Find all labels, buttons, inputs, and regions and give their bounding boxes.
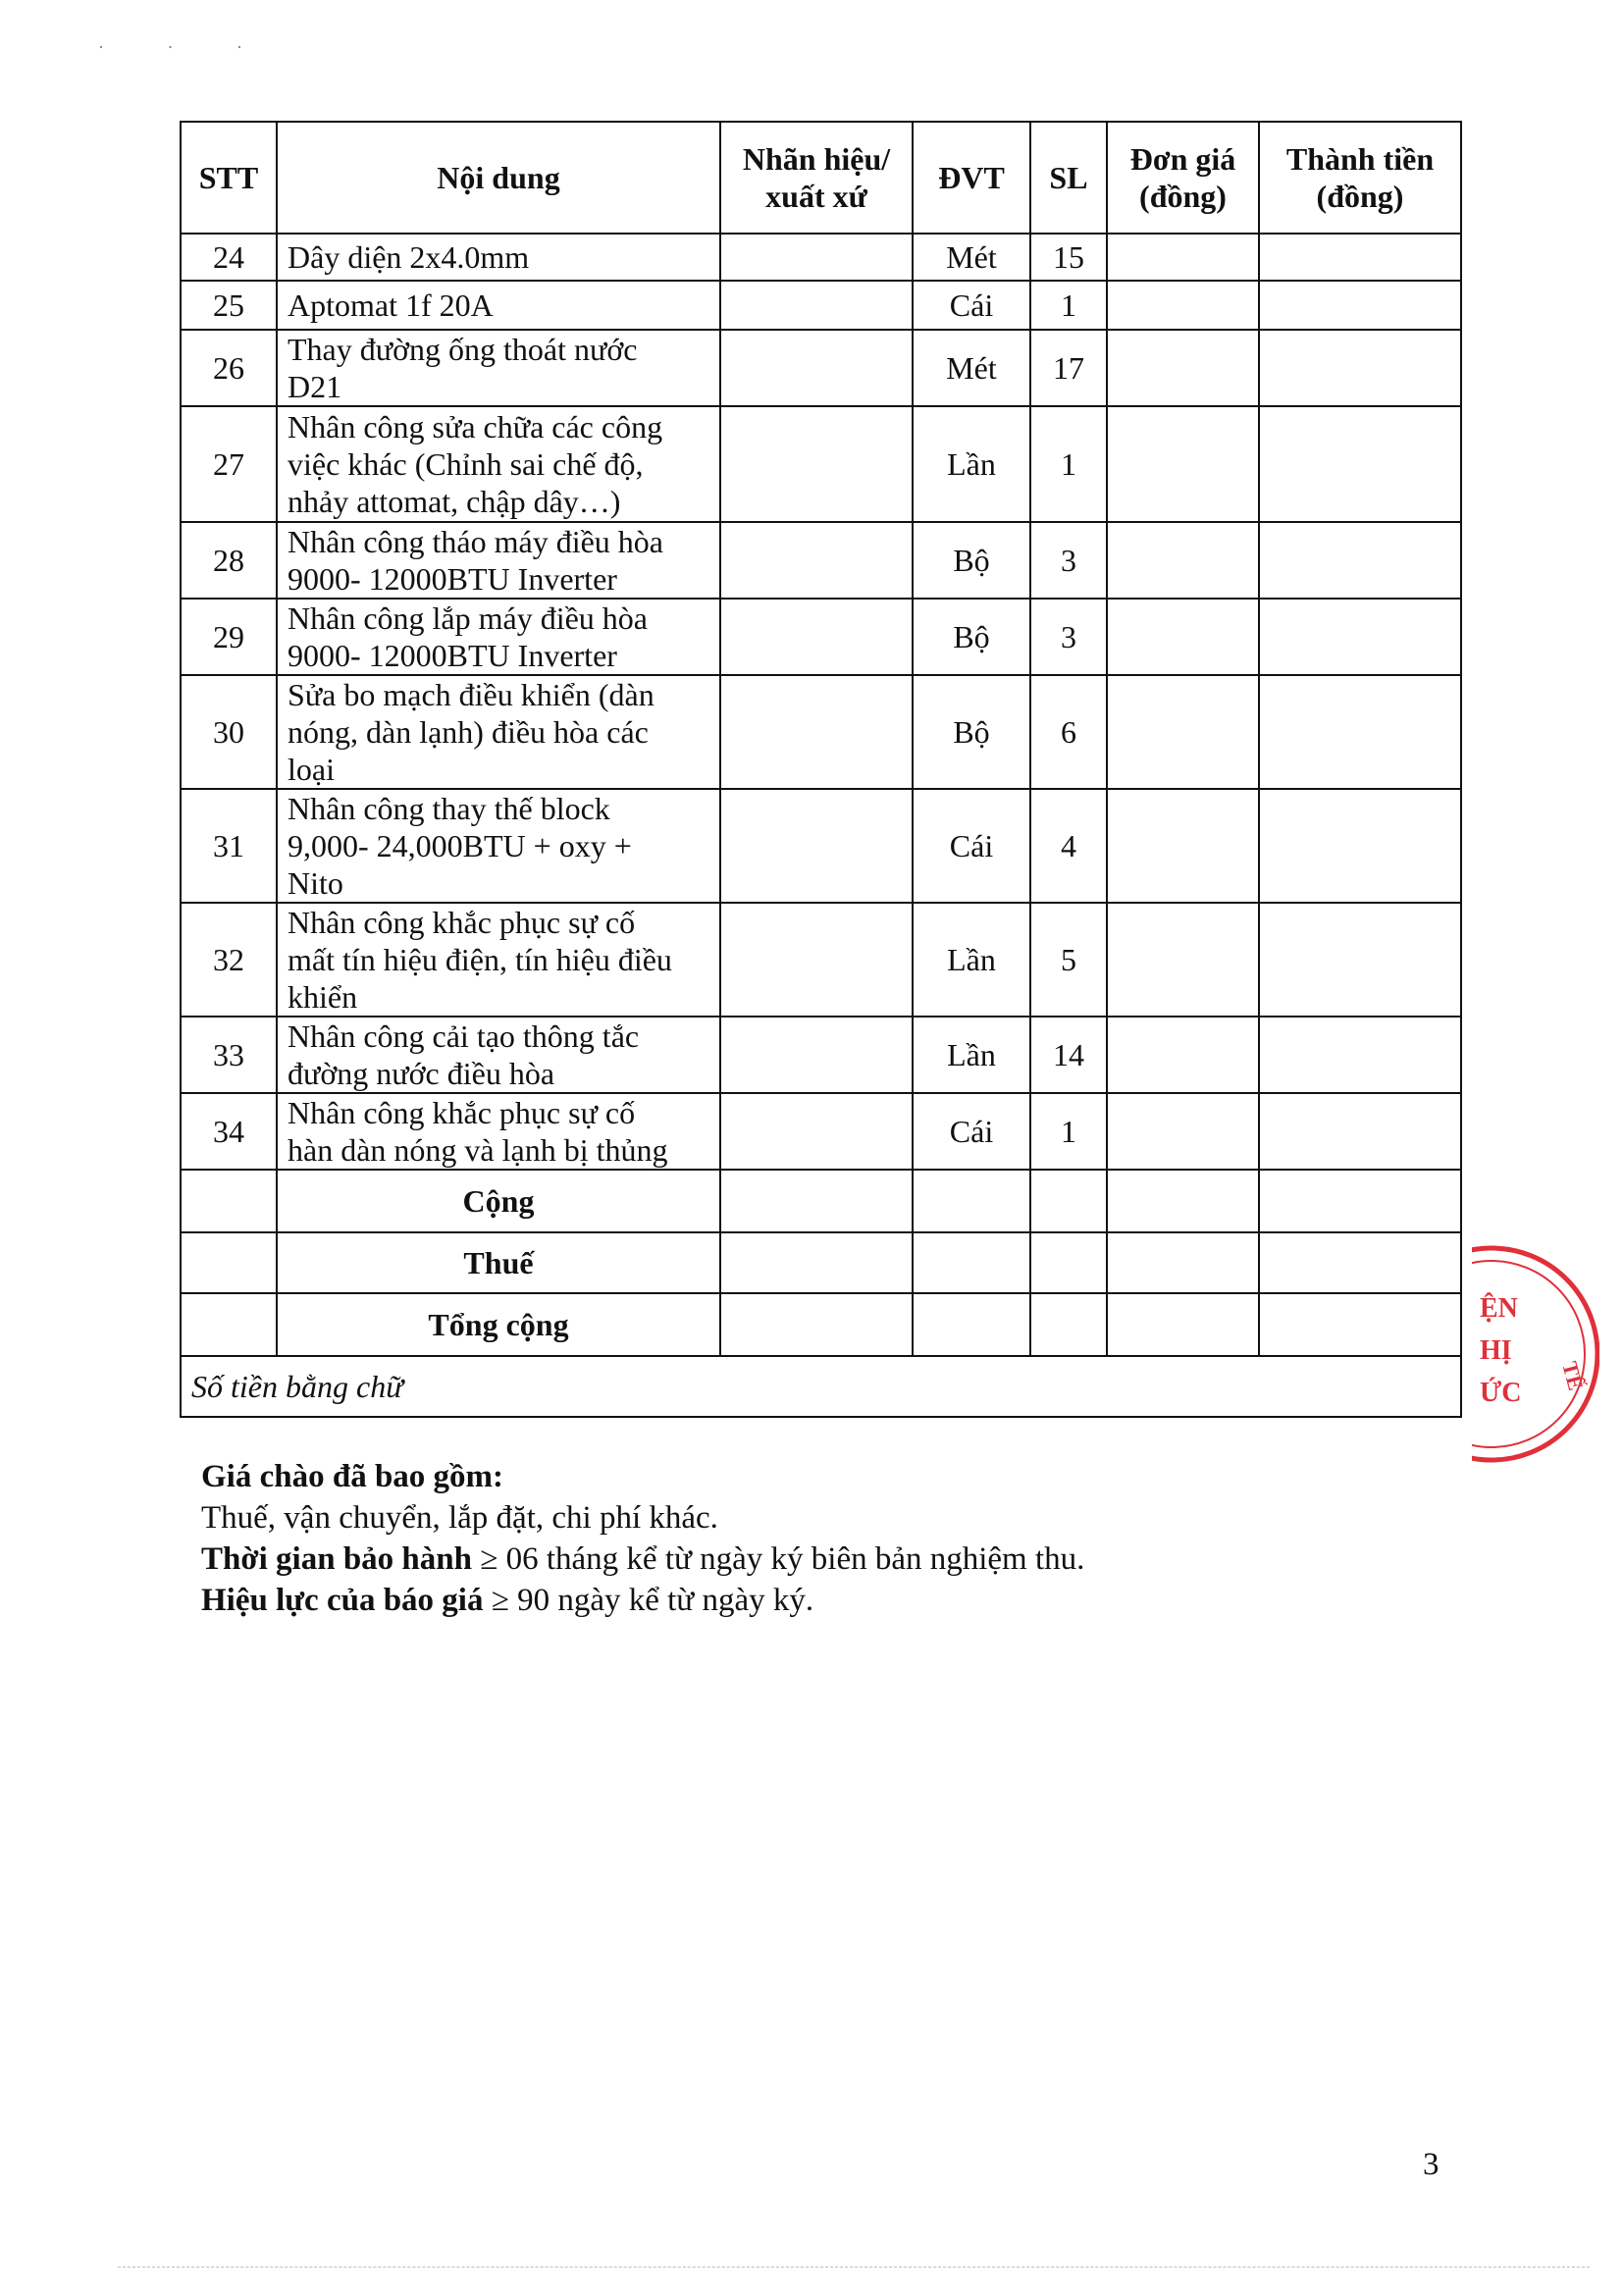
table-body	[181, 234, 1461, 1170]
row-description-line: Sửa bo mạch điều khiển (dàn	[288, 677, 654, 712]
row-description-line: 9000- 12000BTU Inverter	[288, 561, 617, 597]
row-description-line: Nhân công thay thế block	[288, 791, 610, 826]
row-unit-price-empty	[1107, 234, 1259, 281]
row-description	[277, 599, 720, 675]
table-row	[181, 234, 1461, 281]
row-brand-empty	[720, 1093, 913, 1170]
red-stamp	[1472, 1217, 1599, 1501]
row-description	[277, 1017, 720, 1093]
row-description-line: Nhân công lắp máy điều hòa	[288, 600, 648, 636]
row-description-line: Dây diện 2x4.0mm	[288, 239, 530, 275]
stamp-text-1: ỆN	[1480, 1293, 1518, 1324]
row-amount-empty	[1259, 406, 1461, 522]
row-description-line: nhảy attomat, chập dây…)	[288, 484, 621, 519]
row-unit: Mét	[913, 234, 1030, 281]
note-warranty	[201, 1539, 1379, 1580]
table-header-row	[181, 122, 1461, 234]
row-unit-price-empty	[1107, 281, 1259, 330]
row-unit: Bộ	[913, 599, 1030, 675]
page-number: 3	[1423, 2147, 1440, 2182]
row-description-line: Nhân công khắc phục sự cố	[288, 905, 636, 940]
row-stt: 24	[181, 234, 277, 281]
row-description-line: 9,000- 24,000BTU + oxy +	[288, 828, 632, 863]
row-stt: 32	[181, 903, 277, 1017]
header-don-gia-line-2: (đồng)	[1139, 179, 1227, 214]
row-description-line: đường nước điều hòa	[288, 1056, 555, 1091]
row-quantity: 1	[1030, 281, 1107, 330]
header-sl: SL	[1030, 122, 1107, 234]
table-row	[181, 1017, 1461, 1093]
row-amount-empty	[1259, 522, 1461, 599]
summary-row-cong	[181, 1170, 1461, 1232]
row-quantity: 17	[1030, 330, 1107, 406]
row-unit: Lần	[913, 406, 1030, 522]
row-description-line: Nito	[288, 865, 343, 901]
row-brand-empty	[720, 281, 913, 330]
summary-cell-empty	[720, 1170, 913, 1232]
row-unit: Lần	[913, 903, 1030, 1017]
stamp-text-3: ỨC	[1480, 1378, 1522, 1408]
amount-in-words-label: Số tiền bằng chữ	[181, 1356, 1461, 1417]
row-amount-empty	[1259, 330, 1461, 406]
row-amount-empty	[1259, 789, 1461, 903]
summary-label-cong: Cộng	[277, 1170, 720, 1232]
row-description-line: loại	[288, 752, 335, 787]
summary-cell-empty	[913, 1232, 1030, 1293]
row-unit: Bộ	[913, 675, 1030, 789]
row-stt: 25	[181, 281, 277, 330]
row-description	[277, 1093, 720, 1170]
summary-cell-empty	[1107, 1232, 1259, 1293]
summary-cell-empty	[1259, 1293, 1461, 1356]
row-description-line: Nhân công khắc phục sự cố	[288, 1095, 636, 1130]
row-description-line: nóng, dàn lạnh) điều hòa các	[288, 714, 649, 750]
row-unit: Cái	[913, 281, 1030, 330]
row-unit-price-empty	[1107, 406, 1259, 522]
row-unit: Lần	[913, 1017, 1030, 1093]
row-description	[277, 675, 720, 789]
header-stt: STT	[181, 122, 277, 234]
row-stt: 29	[181, 599, 277, 675]
row-amount-empty	[1259, 281, 1461, 330]
stamp-text-2: HỊ	[1480, 1335, 1512, 1366]
row-stt: 34	[181, 1093, 277, 1170]
row-description-line: việc khác (Chỉnh sai chế độ,	[288, 446, 644, 482]
row-amount-empty	[1259, 599, 1461, 675]
table-row	[181, 1093, 1461, 1170]
row-quantity: 4	[1030, 789, 1107, 903]
summary-cell-empty	[1030, 1293, 1107, 1356]
header-don-gia	[1107, 122, 1259, 234]
row-amount-empty	[1259, 1093, 1461, 1170]
header-nhan-hieu-line-2: xuất xứ	[765, 179, 867, 214]
scan-bottom-line	[118, 2267, 1590, 2268]
row-quantity: 3	[1030, 599, 1107, 675]
table-row	[181, 406, 1461, 522]
summary-cell-empty	[720, 1293, 913, 1356]
row-unit: Cái	[913, 789, 1030, 903]
row-description	[277, 330, 720, 406]
summary-label-thue: Thuế	[277, 1232, 720, 1293]
row-unit-price-empty	[1107, 675, 1259, 789]
note-includes-text: Thuế, vận chuyển, lắp đặt, chi phí khác.	[201, 1500, 718, 1536]
summary-row-words	[181, 1356, 1461, 1417]
header-dvt: ĐVT	[913, 122, 1030, 234]
row-description-line: hàn dàn nóng và lạnh bị thủng	[288, 1132, 668, 1168]
row-quantity: 14	[1030, 1017, 1107, 1093]
row-stt: 28	[181, 522, 277, 599]
summary-cell-empty	[1259, 1232, 1461, 1293]
row-description	[277, 406, 720, 522]
summary-stt-empty	[181, 1293, 277, 1356]
row-description-line: 9000- 12000BTU Inverter	[288, 638, 617, 673]
row-description-line: D21	[288, 369, 342, 404]
summary-label-tong-cong: Tổng cộng	[277, 1293, 720, 1356]
row-unit: Mét	[913, 330, 1030, 406]
summary-cell-empty	[1259, 1170, 1461, 1232]
table-row	[181, 903, 1461, 1017]
summary-cell-empty	[1107, 1293, 1259, 1356]
header-thanh-tien	[1259, 122, 1461, 234]
table-row	[181, 789, 1461, 903]
row-brand-empty	[720, 903, 913, 1017]
table-row	[181, 281, 1461, 330]
row-description-line: Aptomat 1f 20A	[288, 287, 494, 323]
row-description-line: mất tín hiệu điện, tín hiệu điều	[288, 942, 672, 977]
row-quantity: 1	[1030, 406, 1107, 522]
summary-stt-empty	[181, 1232, 277, 1293]
row-description	[277, 234, 720, 281]
row-description	[277, 789, 720, 903]
row-brand-empty	[720, 406, 913, 522]
header-thanh-tien-line-1: Thành tiền	[1285, 141, 1435, 177]
header-noi-dung: Nội dung	[277, 122, 720, 234]
row-quantity: 3	[1030, 522, 1107, 599]
summary-row-tong-cong	[181, 1293, 1461, 1356]
row-unit: Bộ	[913, 522, 1030, 599]
row-description	[277, 281, 720, 330]
row-unit-price-empty	[1107, 1017, 1259, 1093]
row-brand-empty	[720, 522, 913, 599]
summary-stt-empty	[181, 1170, 277, 1232]
row-brand-empty	[720, 1017, 913, 1093]
row-amount-empty	[1259, 1017, 1461, 1093]
header-nhan-hieu-line-1: Nhãn hiệu/	[742, 141, 891, 177]
summary-cell-empty	[1030, 1232, 1107, 1293]
row-description	[277, 522, 720, 599]
row-amount-empty	[1259, 903, 1461, 1017]
scan-edge-marks	[1592, 186, 1596, 1560]
row-unit-price-empty	[1107, 330, 1259, 406]
summary-cell-empty	[913, 1170, 1030, 1232]
table-row	[181, 522, 1461, 599]
row-stt: 33	[181, 1017, 277, 1093]
header-nhan-hieu	[720, 122, 913, 234]
row-description-line: khiển	[288, 979, 358, 1015]
row-unit-price-empty	[1107, 903, 1259, 1017]
row-unit-price-empty	[1107, 789, 1259, 903]
row-unit-price-empty	[1107, 1093, 1259, 1170]
row-brand-empty	[720, 330, 913, 406]
row-unit-price-empty	[1107, 599, 1259, 675]
row-quantity: 5	[1030, 903, 1107, 1017]
note-validity-label: Hiệu lực của báo giá	[201, 1583, 484, 1618]
note-warranty-text: ≥ 06 tháng kể từ ngày ký biên bản nghiệm thu.	[472, 1541, 1085, 1577]
summary-row-thue	[181, 1232, 1461, 1293]
table-row	[181, 675, 1461, 789]
summary-cell-empty	[1030, 1170, 1107, 1232]
row-description-line: Nhân công tháo máy điều hòa	[288, 524, 663, 559]
header-thanh-tien-line-2: (đồng)	[1316, 179, 1404, 214]
summary-cell-empty	[1107, 1170, 1259, 1232]
note-validity-text: ≥ 90 ngày kể từ ngày ký.	[483, 1583, 814, 1618]
note-validity	[201, 1580, 1379, 1621]
row-description-line: Thay đường ống thoát nước	[288, 332, 638, 367]
row-stt: 26	[181, 330, 277, 406]
row-brand-empty	[720, 234, 913, 281]
note-includes-title: Giá chào đã bao gồm:	[201, 1459, 504, 1494]
quote-notes	[201, 1456, 1379, 1621]
stamp-text-4: TẾ	[1557, 1358, 1589, 1393]
header-don-gia-line-1: Đơn giá	[1129, 141, 1236, 177]
row-amount-empty	[1259, 234, 1461, 281]
quote-table	[180, 121, 1462, 1418]
row-brand-empty	[720, 599, 913, 675]
row-amount-empty	[1259, 675, 1461, 789]
row-description	[277, 903, 720, 1017]
row-quantity: 6	[1030, 675, 1107, 789]
row-unit-price-empty	[1107, 522, 1259, 599]
summary-cell-empty	[913, 1293, 1030, 1356]
row-stt: 27	[181, 406, 277, 522]
row-quantity: 15	[1030, 234, 1107, 281]
table-summary	[181, 1170, 1461, 1417]
row-stt: 30	[181, 675, 277, 789]
note-warranty-label: Thời gian bảo hành	[201, 1541, 472, 1577]
summary-cell-empty	[720, 1232, 913, 1293]
row-brand-empty	[720, 675, 913, 789]
row-brand-empty	[720, 789, 913, 903]
row-quantity: 1	[1030, 1093, 1107, 1170]
table-row	[181, 599, 1461, 675]
row-stt: 31	[181, 789, 277, 903]
scan-marks: · · ·	[98, 37, 272, 57]
table-row	[181, 330, 1461, 406]
row-description-line: Nhân công cải tạo thông tắc	[288, 1018, 640, 1054]
row-description-line: Nhân công sửa chữa các công	[288, 409, 663, 444]
row-unit: Cái	[913, 1093, 1030, 1170]
